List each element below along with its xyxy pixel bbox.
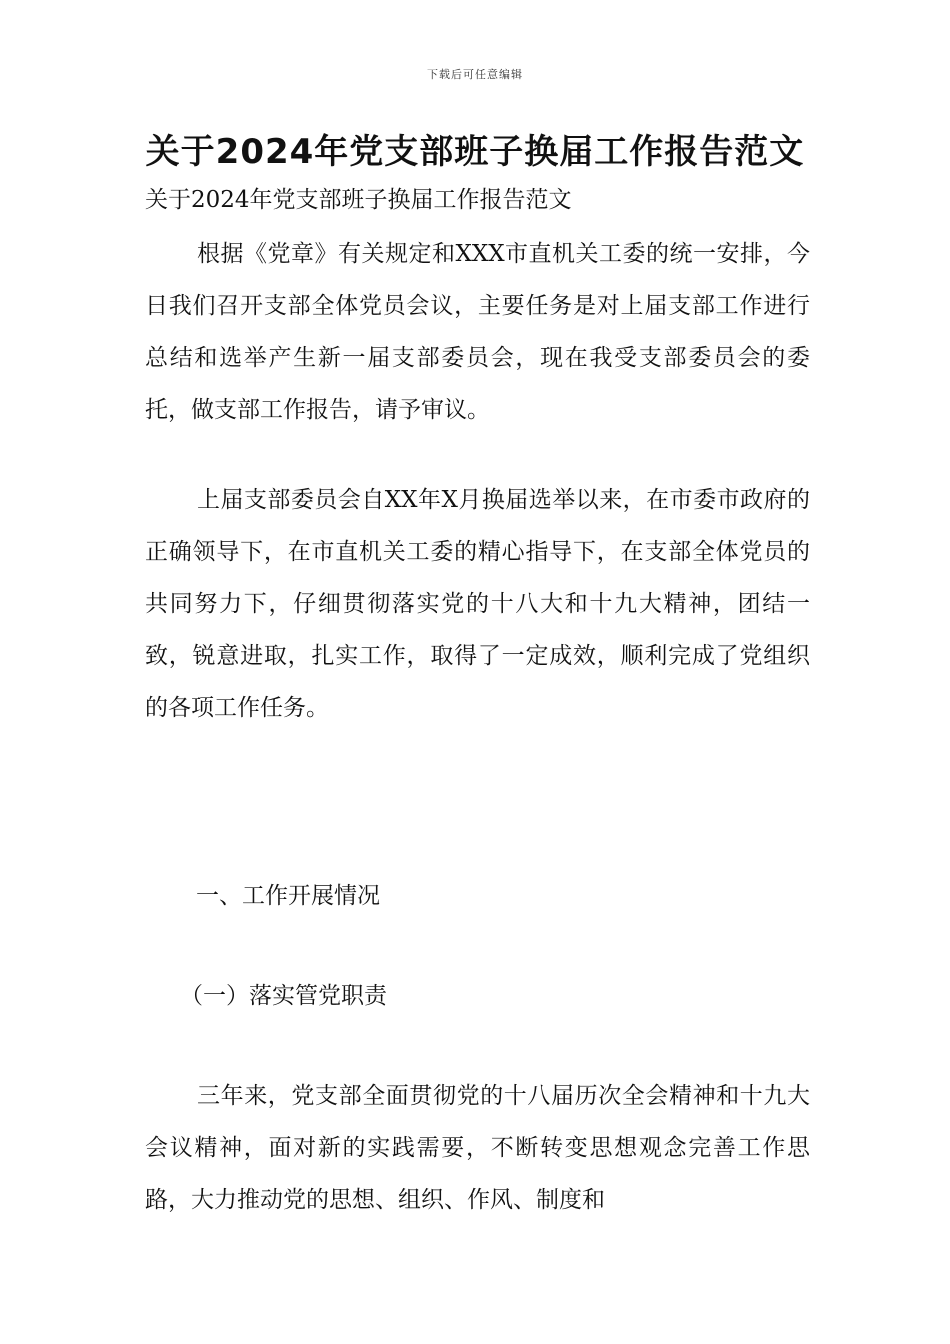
header-note: 下载后可任意编辑: [427, 68, 523, 81]
document-title: 关于2024年党支部班子换届工作报告范文: [145, 132, 805, 172]
section-heading: 一、工作开展情况: [196, 883, 380, 909]
paragraph-review: 上届支部委员会自XX年X月换届选举以来，在市委市政府的正确领导下，在市直机关工委的精心指导下，在支部全体党员的共同努力下，仔细贯彻落实党的十八大和十九大精神，团结一致，锐意进取，扎实工作，取得了一定成效，顺利完成了党组织的各项工作任务。: [145, 487, 810, 721]
document-subtitle: 关于2024年党支部班子换届工作报告范文: [145, 187, 572, 213]
sub-heading: （一）落实管党职责: [180, 983, 387, 1009]
paragraph-intro: 根据《党章》有关规定和XXX市直机关工委的统一安排，今日我们召开支部全体党员会议，主要任务是对上届支部工作进行总结和选举产生新一届支部委员会，现在我受支部委员会的委托，做支部工作报告，请予审议。: [145, 241, 810, 423]
paragraph-three-years: 三年来，党支部全面贯彻党的十八届历次全会精神和十九大会议精神，面对新的实践需要，不断转变思想观念完善工作思路，大力推动党的思想、组织、作风、制度和: [145, 1083, 810, 1213]
